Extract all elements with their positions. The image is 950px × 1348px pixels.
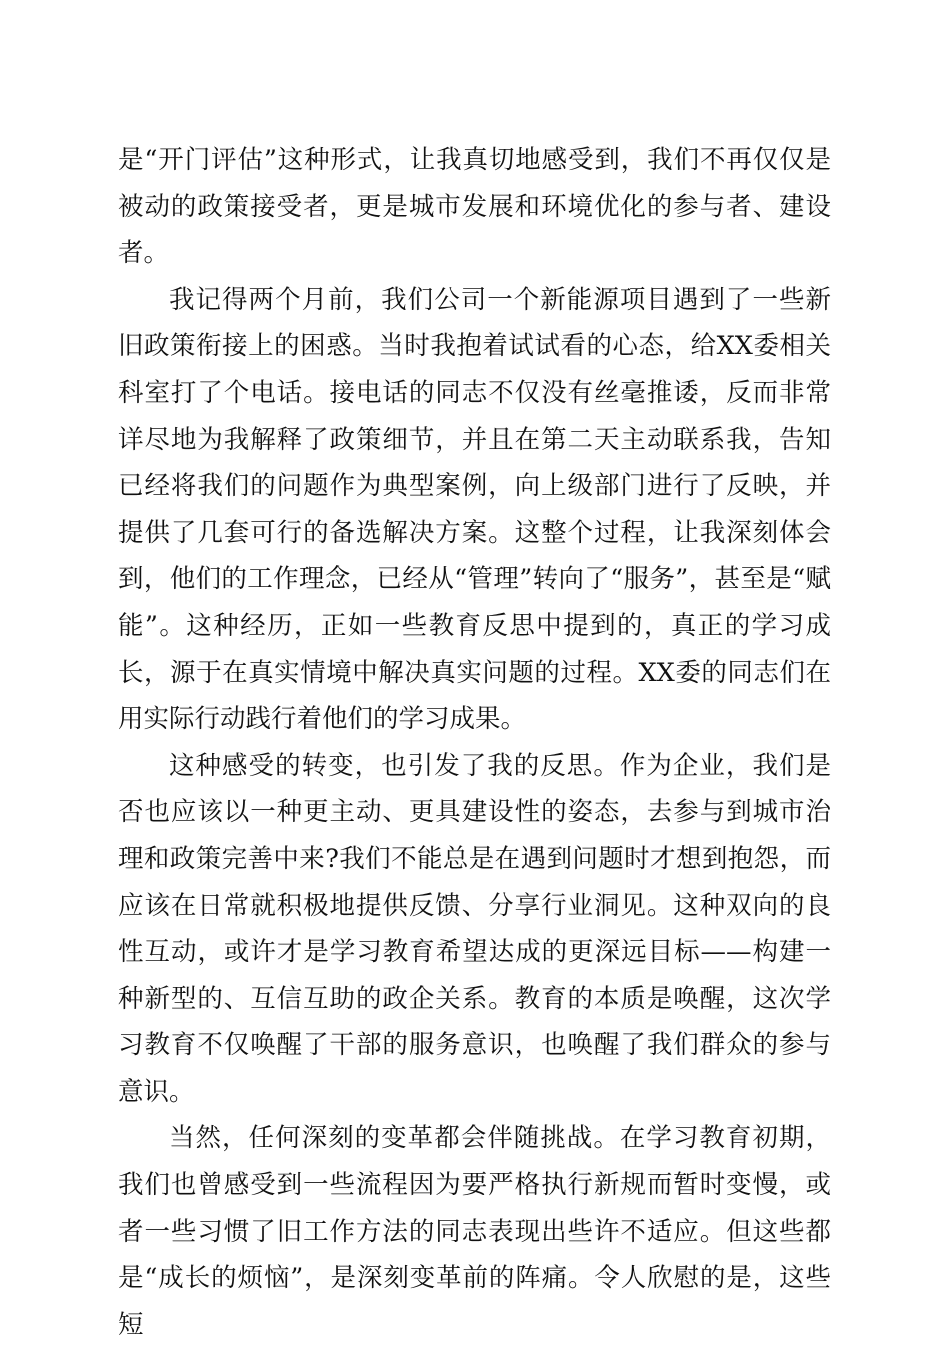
paragraph-project-experience: 我记得两个月前，我们公司一个新能源项目遇到了一些新旧政策衔接上的困惑。当时我抱着试试看的心态，给XX委相关科室打了个电话。接电话的同志不仅没有丝毫推诿，反而非常详尽地为我解释了政策细节，并且在第二天主动联系我，告知已经将我们的问题作为典型案例，向上级部门进行了反映，并提供了几套可行的备选解决方案。这整个过程，让我深刻体会到，他们的工作理念，已经从“管理”转向了“服务”，甚至是“赋能”。这种经历，正如一些教育反思中提到的，真正的学习成长，源于在真实情境中解决真实问题的过程。XX委的同志们在用实际行动践行着他们的学习成果。 (118, 284, 831, 735)
paragraph-challenges: 当然，任何深刻的变革都会伴随挑战。在学习教育初期，我们也曾感受到一些流程因为要严格执行新规而暂时变慢，或者一些习惯了旧工作方法的同志表现出些许不适应。但这些都是“成长的烦恼”，是深刻变革前的阵痛。令人欣慰的是，这些短 (118, 1123, 831, 1340)
paragraph-reflection: 这种感受的转变，也引发了我的反思。作为企业，我们是否也应该以一种更主动、更具建设性的姿态，去参与到城市治理和政策完善中来?我们不能总是在遇到问题时才想到抱怨，而应该在日常就积极地提供反馈、分享行业洞见。这种双向的良性互动，或许才是学习教育希望达成的更深远目标——构建一种新型的、互信互助的政企关系。教育的本质是唤醒，这次学习教育不仅唤醒了干部的服务意识，也唤醒了我们群众的参与意识。 (118, 750, 831, 1107)
document-body (118, 137, 831, 1348)
paragraph-continued: 是“开门评估”这种形式，让我真切地感受到，我们不再仅仅是被动的政策接受者，更是城市发展和环境优化的参与者、建设者。 (118, 145, 831, 269)
